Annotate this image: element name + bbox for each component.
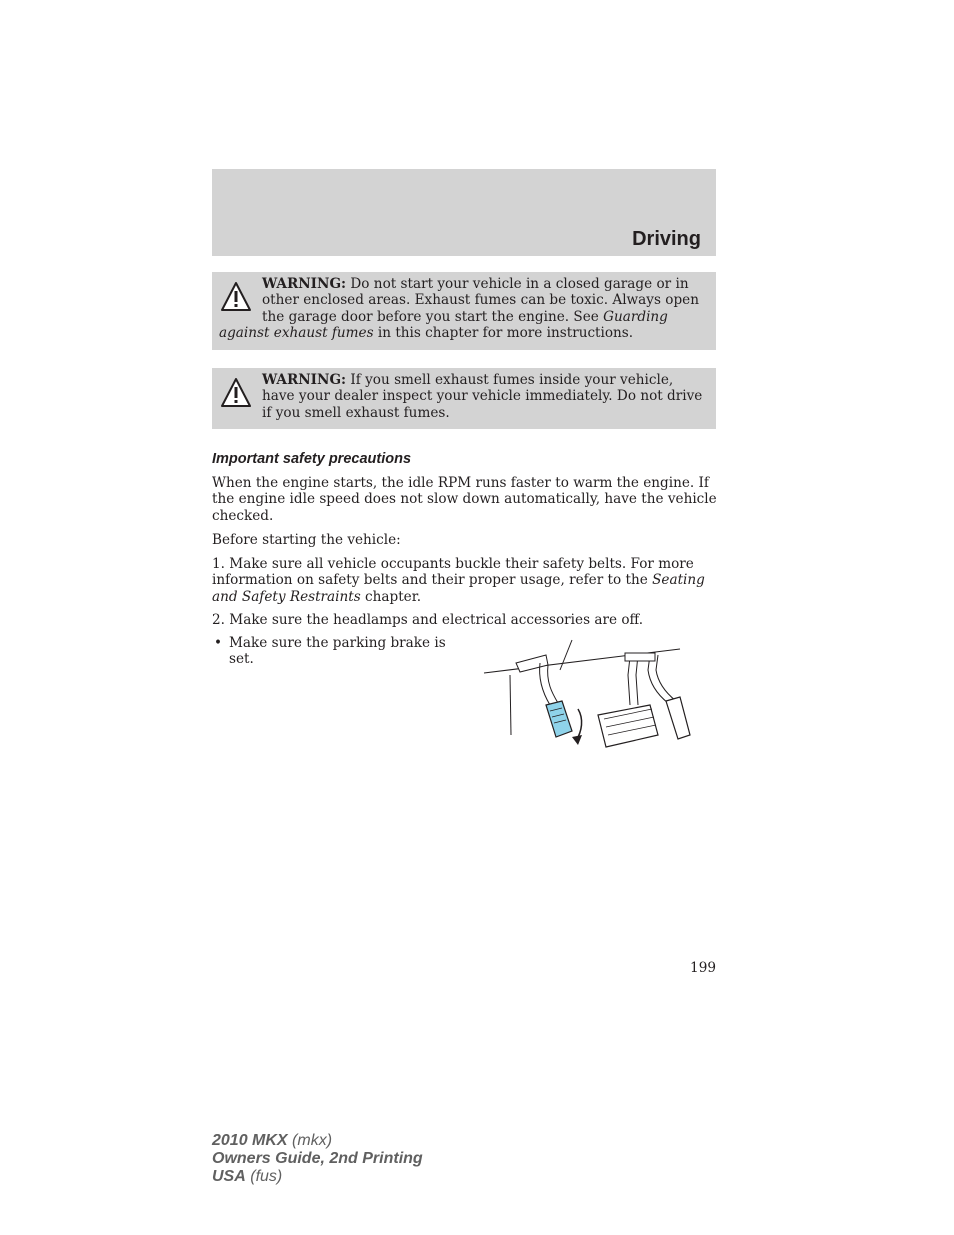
warning-text: If you smell exhaust fumes inside your vehicle, have your dealer inspect your vehicle immediately. Do not drive if you smell exhaust fumes. (262, 372, 703, 421)
paragraph-idle-rpm: When the engine starts, the idle RPM runs faster to warm the engine. If the engine idle speed does not slow down automatically, have the vehicle checked. (212, 475, 717, 524)
bullet-item-parking-brake (212, 635, 452, 668)
paragraph-headlamps: 2. Make sure the headlamps and electrical accessories are off. (212, 612, 644, 628)
bullet-marker: • (214, 635, 223, 651)
chapter-reference: Seating and Safety Restraints (212, 572, 705, 605)
warning-label: WARNING: (262, 372, 347, 388)
bullet-text: Make sure the parking brake is set. (229, 635, 446, 668)
footer-model: 2010 MKX (212, 1132, 288, 1149)
paragraph-safety-belts (212, 556, 718, 605)
section-title: Driving (632, 228, 701, 250)
safety-belts-text: 1. Make sure all vehicle occupants buckle their safety belts. For more information on safety belts and their proper usage, refer to the (212, 556, 694, 589)
paragraph-before-starting: Before starting the vehicle: (212, 532, 401, 548)
section-header-band (212, 169, 716, 256)
warning-text-end: in this chapter for more instructions. (377, 325, 634, 342)
footer-model-code: (mkx) (292, 1132, 333, 1149)
pedals-illustration-icon (480, 635, 695, 755)
safety-belts-text-end: chapter. (365, 588, 422, 605)
footer-line-2 (212, 1150, 423, 1168)
warning-label: WARNING: (262, 276, 347, 292)
footer-market-code: (fus) (250, 1168, 283, 1185)
footer-guide: Owners Guide, 2nd Printing (212, 1150, 423, 1167)
warning-box-garage (212, 272, 716, 350)
warning-triangle-icon (220, 281, 252, 313)
footer-line-1 (212, 1132, 423, 1150)
warning-box-exhaust (212, 368, 716, 429)
subheading: Important safety precautions (212, 451, 412, 467)
warning-reference: Guarding against exhaust fumes (219, 308, 668, 342)
warning-text: Do not start your vehicle in a closed garage or in other enclosed areas. Exhaust fumes can be toxic. Always open the garage door before you start the engine. See (262, 276, 699, 325)
warning-triangle-icon (220, 377, 252, 409)
page-number: 199 (690, 960, 716, 976)
footer-market: USA (212, 1168, 246, 1185)
footer-line-3 (212, 1168, 423, 1186)
footer-edition-info (212, 1132, 423, 1186)
